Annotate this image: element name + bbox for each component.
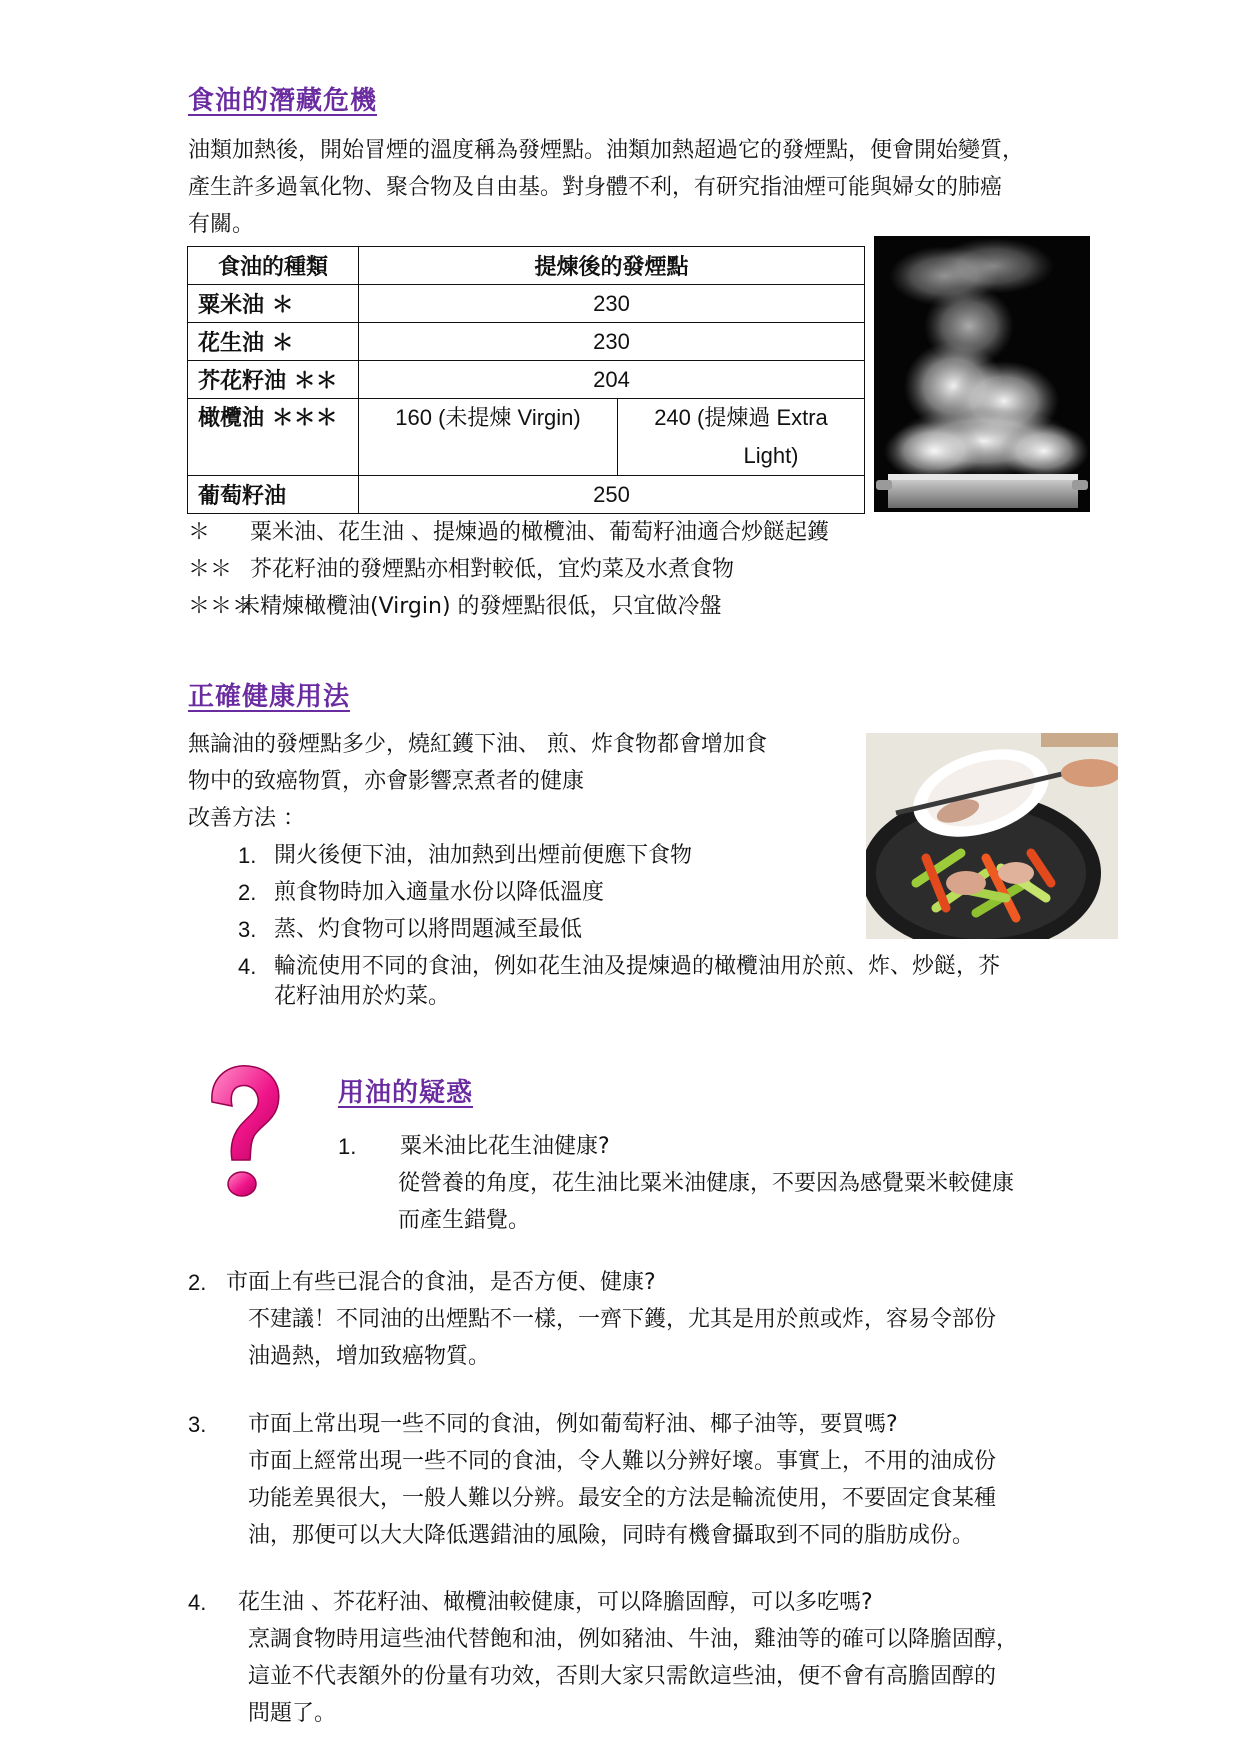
faq-item: [338, 1128, 1014, 1239]
note-mark: ＊＊＊: [188, 594, 255, 619]
item-text: 煎食物時加入適量水份以降低溫度: [274, 880, 605, 905]
table-header-smoke-point: 提煉後的發煙點: [359, 247, 865, 285]
faq-number: 2.: [188, 1270, 207, 1295]
faq-answer-line: 市面上經常出現一些不同的食油，令人難以分辨好壞。事實上，不用的油成份: [248, 1449, 997, 1474]
intro-line: 產生許多過氧化物、聚合物及自由基。對身體不利，有研究指油煙可能與婦女的肺癌: [188, 175, 1003, 200]
section2-intro: [188, 726, 767, 837]
note-mark: ＊: [188, 520, 211, 545]
faq-item: [188, 1406, 996, 1554]
faq-answer-line: 從營養的角度，花生油比粟米油健康，不要因為感覺粟米較健康: [398, 1171, 1015, 1196]
note-text: 粟米油、花生油 、提煉過的橄欖油、葡萄籽油適合炒餸起鑊: [250, 520, 829, 545]
item-number: 1.: [238, 843, 257, 868]
faq-item: [188, 1264, 996, 1375]
faq-number: 3.: [188, 1412, 207, 1437]
table-row: [188, 323, 865, 361]
faq-answer-line: 問題了。: [248, 1701, 337, 1726]
intro-line: 改善方法 ：: [188, 806, 305, 831]
table-row: [188, 285, 865, 323]
table-header-oil-type: 食油的種類: [188, 247, 359, 285]
section1-intro: [188, 132, 1024, 243]
faq-answer-line: 這並不代表額外的份量有功效，否則大家只需飲這些油，便不會有高膽固醇的: [248, 1664, 997, 1689]
item-number: 3.: [238, 917, 257, 942]
oil-name: 花生油 ＊: [188, 323, 359, 361]
faq-answer-line: 油過熱，增加致癌物質。: [248, 1344, 491, 1369]
item-text: 花籽油用於灼菜。: [274, 984, 451, 1009]
smoke-point-value: 230: [359, 285, 865, 323]
section1-heading: 食油的潛藏危機: [188, 86, 378, 116]
smoke-point-table: [187, 246, 865, 514]
faq-item: [188, 1584, 1018, 1732]
smoke-point-virgin: 160 (未提煉 Virgin): [359, 399, 618, 476]
faq-number: 4.: [188, 1590, 207, 1615]
wok-illustration: [866, 733, 1118, 939]
note-mark: ＊＊: [188, 557, 233, 582]
section2-heading: 正確健康用法: [188, 682, 351, 712]
faq-answer-line: 不建議！不同油的出煙點不一樣，一齊下鑊，尤其是用於煎或炸，容易令部份: [248, 1307, 997, 1332]
intro-line: 油類加熱後，開始冒煙的溫度稱為發煙點。油類加熱超過它的發煙點，便會開始變質，: [188, 138, 1025, 163]
smoke-point-value: 204: [359, 361, 865, 399]
extra-light-line: Light): [743, 443, 799, 468]
faq-question: 粟米油比花生油健康?: [400, 1134, 610, 1159]
note-text: 芥花籽油的發煙點亦相對較低，宜灼菜及水煮食物: [250, 557, 735, 582]
faq-question: 花生油 、芥花籽油、橄欖油較健康，可以降膽固醇，可以多吃嗎?: [238, 1590, 873, 1615]
faq-answer-line: 烹調食物時用這些油代替飽和油，例如豬油、牛油，雞油等的確可以降膽固醇，: [248, 1627, 1019, 1652]
faq-answer-line: 油，那便可以大大降低選錯油的風險，同時有機會攝取到不同的脂肪成份。: [248, 1523, 975, 1548]
section3-heading: 用油的疑惑: [338, 1078, 474, 1108]
steam-pot-image: [874, 236, 1090, 512]
table-row: [188, 476, 865, 514]
smoke-point-value: 250: [359, 476, 865, 514]
extra-light-line: 240 (提煉過 Extra: [654, 405, 828, 430]
question-mark-icon: [204, 1062, 284, 1200]
steam-illustration: [874, 236, 1090, 512]
faq-answer-line: 而產生錯覺。: [398, 1208, 531, 1233]
faq-question: 市面上常出現一些不同的食油，例如葡萄籽油、椰子油等，要買嗎?: [248, 1412, 898, 1437]
oil-name: 粟米油 ＊: [188, 285, 359, 323]
faq-answer-line: 功能差異很大，一般人難以分辨。最安全的方法是輪流使用，不要固定食某種: [248, 1486, 997, 1511]
cooking-wok-image: [866, 733, 1118, 939]
faq-question: 市面上有些已混合的食油，是否方便、健康?: [226, 1270, 656, 1295]
intro-line: 有關。: [188, 212, 255, 237]
oil-name: 橄欖油 ＊＊＊: [188, 399, 359, 476]
oil-name: 葡萄籽油: [188, 476, 359, 514]
faq-number: 1.: [338, 1134, 357, 1159]
item-text: 開火後便下油，油加熱到出煙前便應下食物: [274, 843, 693, 868]
note-text: 未精煉橄欖油(Virgin) 的發煙點很低，只宜做冷盤: [238, 594, 722, 619]
smoke-point-value: 230: [359, 323, 865, 361]
intro-line: 物中的致癌物質，亦會影響烹煮者的健康: [188, 769, 585, 794]
item-text: 蒸、灼食物可以將問題減至最低: [274, 917, 583, 942]
smoke-point-extra-light: [618, 399, 865, 476]
intro-line: 無論油的發煙點多少，燒紅鑊下油、 煎、炸食物都會增加食: [188, 732, 767, 757]
item-text: 輪流使用不同的食油，例如花生油及提煉過的橄欖油用於煎、炸、炒餸，芥: [274, 954, 1001, 979]
table-row: [188, 361, 865, 399]
item-number: 4.: [238, 954, 257, 979]
item-number: 2.: [238, 880, 257, 905]
table-row: [188, 399, 865, 476]
oil-name: 芥花籽油 ＊＊: [188, 361, 359, 399]
